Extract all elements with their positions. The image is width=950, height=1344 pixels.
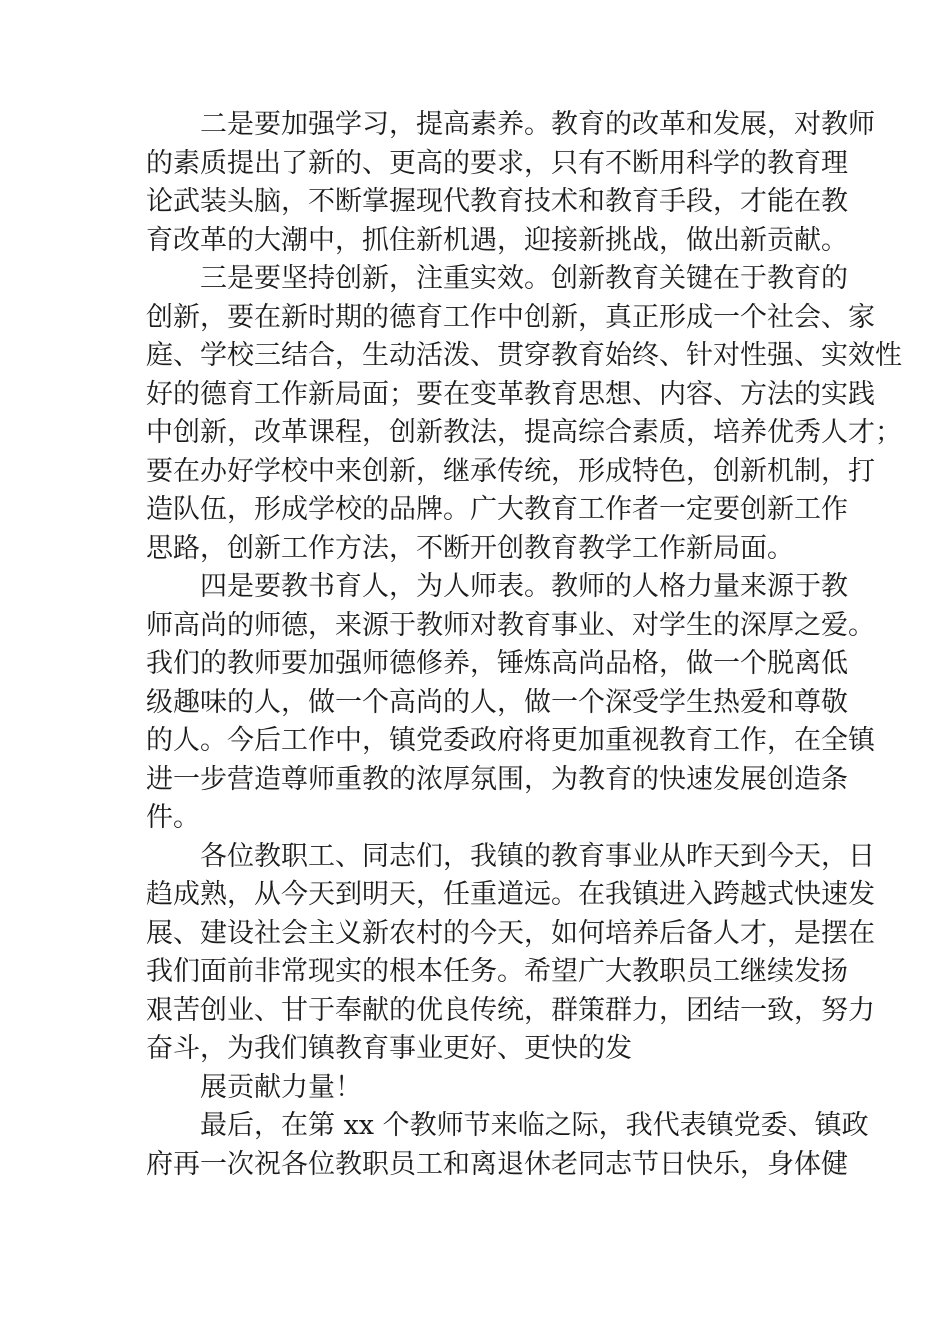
paragraph-line: 我们面前非常现实的根本任务。希望广大教职员工继续发扬 [146,956,848,987]
paragraph-line: 的素质提出了新的、更高的要求，只有不断用科学的教育理 [146,147,848,179]
paragraph-line: 四是要教书育人，为人师表。教师的人格力量来源于教 [200,571,848,602]
document-body [146,106,902,1184]
paragraph-line: 趋成熟，从今天到明天，任重道远。在我镇进入跨越式快速发 [146,879,875,910]
paragraph-line: 奋斗，为我们镇教育事业更好、更快的发 [146,1033,632,1064]
paragraph-line: 造队伍，形成学校的品牌。广大教育工作者一定要创新工作 [146,494,848,525]
paragraph-line: 进一步营造尊师重教的浓厚氛围，为教育的快速发展创造条 [146,763,848,795]
paragraph-line: 二是要加强学习，提高素养。教育的改革和发展，对教师 [200,109,875,140]
paragraph-line: 师高尚的师德，来源于教师对教育事业、对学生的深厚之爱。 [146,609,875,641]
paragraph-line: 府再一次祝各位教职员工和离退休老同志节日快乐，身体健 [146,1148,848,1180]
paragraph-line: 展贡献力量！ [200,1071,362,1103]
paragraph-line: 三是要坚持创新，注重实效。创新教育关键在于教育的 [200,263,848,294]
paragraph-line: 庭、学校三结合，生动活泼、贯穿教育始终、针对性强、实效性 [146,340,902,371]
paragraph-line: 的人。今后工作中，镇党委政府将更加重视教育工作，在全镇 [146,725,875,756]
paragraph-line: 创新，要在新时期的德育工作中创新，真正形成一个社会、家 [146,301,875,333]
paragraph-line: 要在办好学校中来创新，继承传统，形成特色，创新机制，打 [146,455,875,487]
paragraph-line: 展、建设社会主义新农村的今天，如何培养后备人才，是摆在 [146,917,875,949]
paragraph-line: 中创新，改革课程，创新教法，提高综合素质，培养优秀人才； [146,417,902,448]
paragraph-line: 各位教职工、同志们，我镇的教育事业从昨天到今天，日 [200,840,875,872]
paragraph-line: 级趣味的人，做一个高尚的人，做一个深受学生热爱和尊敬 [146,686,848,718]
paragraph-line: 论武装头脑，不断掌握现代教育技术和教育手段，才能在教 [146,186,848,217]
paragraph-line: 思路，创新工作方法，不断开创教育教学工作新局面。 [146,532,794,564]
paragraph-line: 我们的教师要加强师德修养，锤炼高尚品格，做一个脱离低 [146,648,848,679]
paragraph-line: 艰苦创业、甘于奉献的优良传统，群策群力，团结一致，努力 [146,994,875,1026]
paragraph-line: 件。 [146,802,200,833]
paragraph-line: 最后，在第 xx 个教师节来临之际，我代表镇党委、镇政 [200,1110,869,1141]
paragraph-line: 育改革的大潮中，抓住新机遇，迎接新挑战，做出新贡献。 [146,224,848,256]
paragraph-line: 好的德育工作新局面；要在变革教育思想、内容、方法的实践 [146,378,875,410]
